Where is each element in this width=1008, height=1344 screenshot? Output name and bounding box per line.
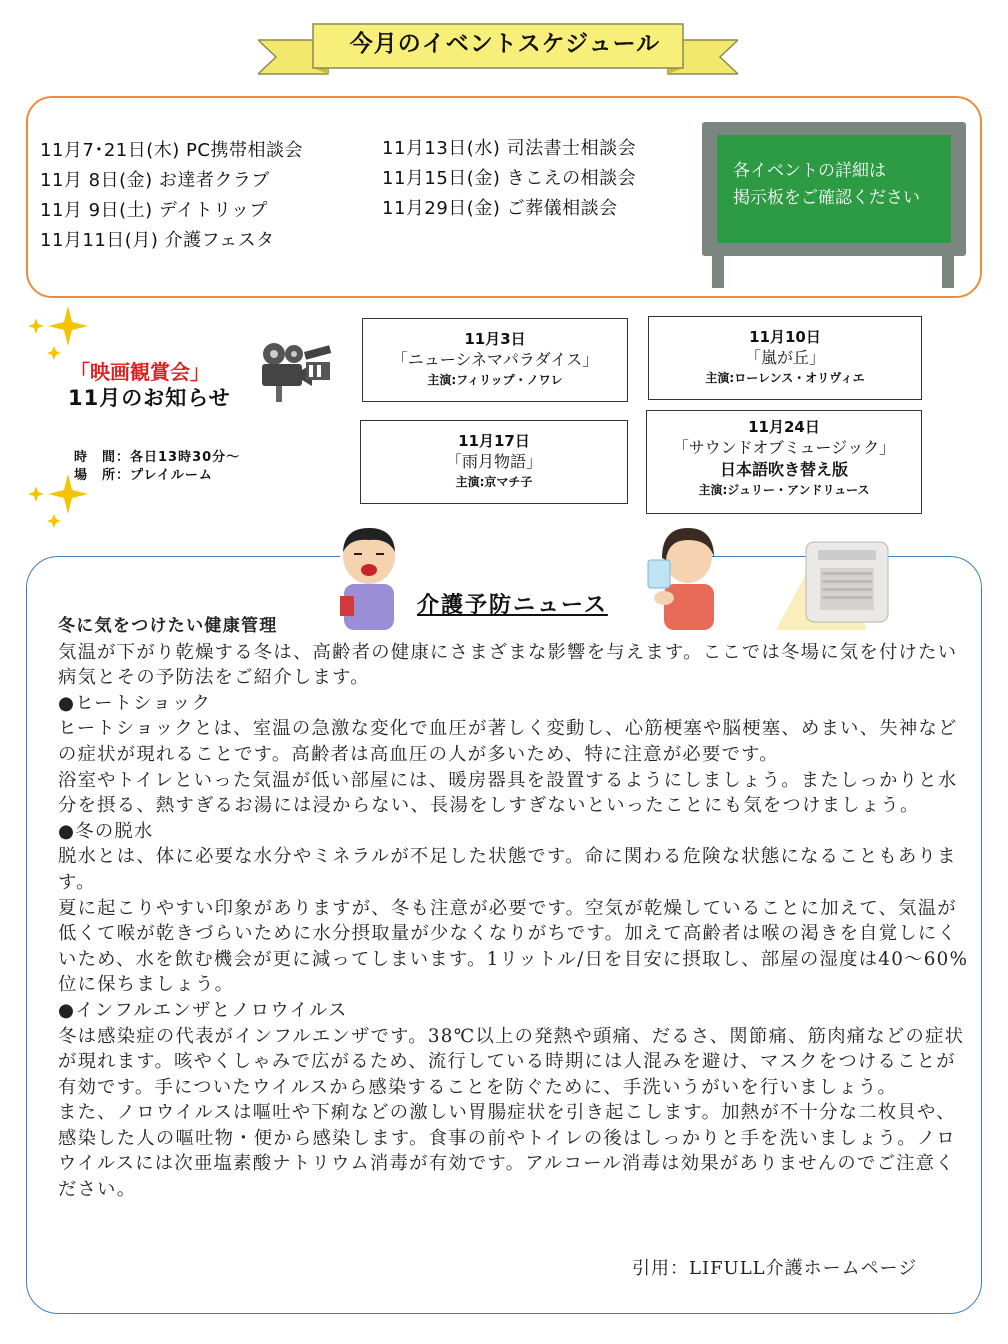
section-title: ●冬の脱水	[58, 820, 154, 842]
event-item: 11月7･21日(木) PC携帯相談会	[40, 140, 303, 161]
board-line: 各イベントの詳細は	[733, 161, 886, 181]
movie-camera-icon	[254, 340, 332, 406]
event-item: 11月29日(金) ご葬儀相談会	[382, 198, 618, 219]
event-item: 11月15日(金) きこえの相談会	[382, 168, 637, 189]
screening-date: 11月3日	[464, 330, 526, 348]
screening-date: 11月24日	[748, 418, 820, 436]
section-paragraph: 夏に起こりやすい印象がありますが、冬も注意が必要です。空気が乾燥していることに加えて、気温が低くて喉が乾きづらいために水分摂取量が少なくなりがちです。加えて高齢者は喉の渇きを自覚しにくいため、水を飲む機会が更に減ってしまいます。1リットル/日を目安に摂取し、部屋の湿度は40～60%位に保ちましょう。	[58, 897, 969, 996]
movie-event-title: 「映画観賞会」	[70, 360, 210, 384]
screening-title-note: 日本語吹き替え版	[719, 460, 848, 479]
board-message	[733, 158, 953, 212]
board-post-right	[942, 254, 954, 288]
screening-cast: 主演:ローレンス・オリヴィエ	[705, 371, 865, 385]
screening-card	[646, 410, 922, 514]
screening-date: 11月17日	[458, 432, 530, 450]
movie-time: 時 間：各日13時30分～	[74, 450, 241, 465]
news-title: 介護予防ニュース	[417, 593, 608, 618]
movie-place: 場 所：プレイルーム	[74, 468, 213, 483]
section-paragraph: 冬は感染症の代表がインフルエンザです。38℃以上の発熱や頭痛、だるさ、関節痛、筋肉痛などの症状が現れます。咳やくしゃみで広がるため、流行している時期には人混みを避け、マスクをつけることが有効です。手についたウイルスから感染することを防ぐために、手洗いうがいを行いましょう。	[58, 1025, 965, 1098]
citation: 引用：LIFULL介護ホームページ	[632, 1258, 918, 1279]
sparkle-icon	[24, 302, 92, 364]
screening-card	[648, 316, 922, 400]
section-title: ●インフルエンザとノロウイルス	[58, 999, 348, 1021]
screening-title: 「サウンドオブミュージック」	[672, 438, 896, 457]
movie-event-subtitle: 11月のお知らせ	[68, 386, 231, 410]
board-line: 掲示板をご確認ください	[733, 188, 920, 208]
article-heading: 冬に気をつけたい健康管理	[58, 616, 278, 636]
board-post-left	[712, 254, 724, 288]
section-paragraph: 浴室やトイレといった気温が低い部屋には、暖房器具を設置するようにしましょう。またしっかりと水分を摂る、熱すぎるお湯には浸からない、長湯をしすぎないといったことにも気をつけましょう。	[58, 769, 958, 817]
screening-title: 「雨月物語」	[445, 452, 542, 471]
event-item: 11月 8日(金) お達者クラブ	[40, 170, 270, 191]
section-paragraph: ヒートショックとは、室温の急激な変化で血圧が著しく変動し、心筋梗塞や脳梗塞、めまい、失神などの症状が現れることです。高齢者は高血圧の人が多いため、特に注意が必要です。	[58, 718, 958, 765]
screening-card	[360, 420, 628, 504]
screening-title: 「ニューシネマパラダイス」	[391, 350, 599, 369]
section-paragraph: 脱水とは、体に必要な水分やミネラルが不足した状態です。命に関わる危険な状態になることもあります。	[58, 846, 957, 893]
screening-cast: 主演:京マチ子	[455, 475, 533, 489]
section-paragraph: また、ノロウイルスは嘔吐や下痢などの激しい胃腸症状を引き起こします。加熱が不十分な二枚貝や、感染した人の嘔吐物・便から感染します。食事の前やトイレの後はしっかりと手を洗いましょう。ノロウイルスには次亜塩素酸ナトリウム消毒が有効です。アルコール消毒は効果がありませんのでご注意ください。	[58, 1102, 956, 1201]
event-item: 11月 9日(土) デイトリップ	[40, 200, 268, 221]
section-title: ●ヒートショック	[58, 692, 212, 714]
news-article	[58, 614, 970, 1203]
screening-cast: 主演:ジュリー・アンドリュース	[698, 483, 870, 497]
screening-card	[362, 318, 628, 402]
event-item: 11月11日(月) 介護フェスタ	[40, 230, 275, 251]
banner-title: 今月のイベントスケジュール	[349, 31, 661, 57]
article-intro: 気温が下がり乾燥する冬は、高齢者の健康にさまざまな影響を与えます。ここでは冬場に気を付けたい病気とその予防法をご紹介します。	[58, 641, 958, 689]
screening-cast: 主演:フィリップ・ノワレ	[427, 373, 563, 387]
event-item: 11月13日(水) 司法書士相談会	[382, 138, 637, 159]
screening-date: 11月10日	[749, 328, 821, 346]
screening-title: 「嵐が丘」	[744, 348, 825, 367]
